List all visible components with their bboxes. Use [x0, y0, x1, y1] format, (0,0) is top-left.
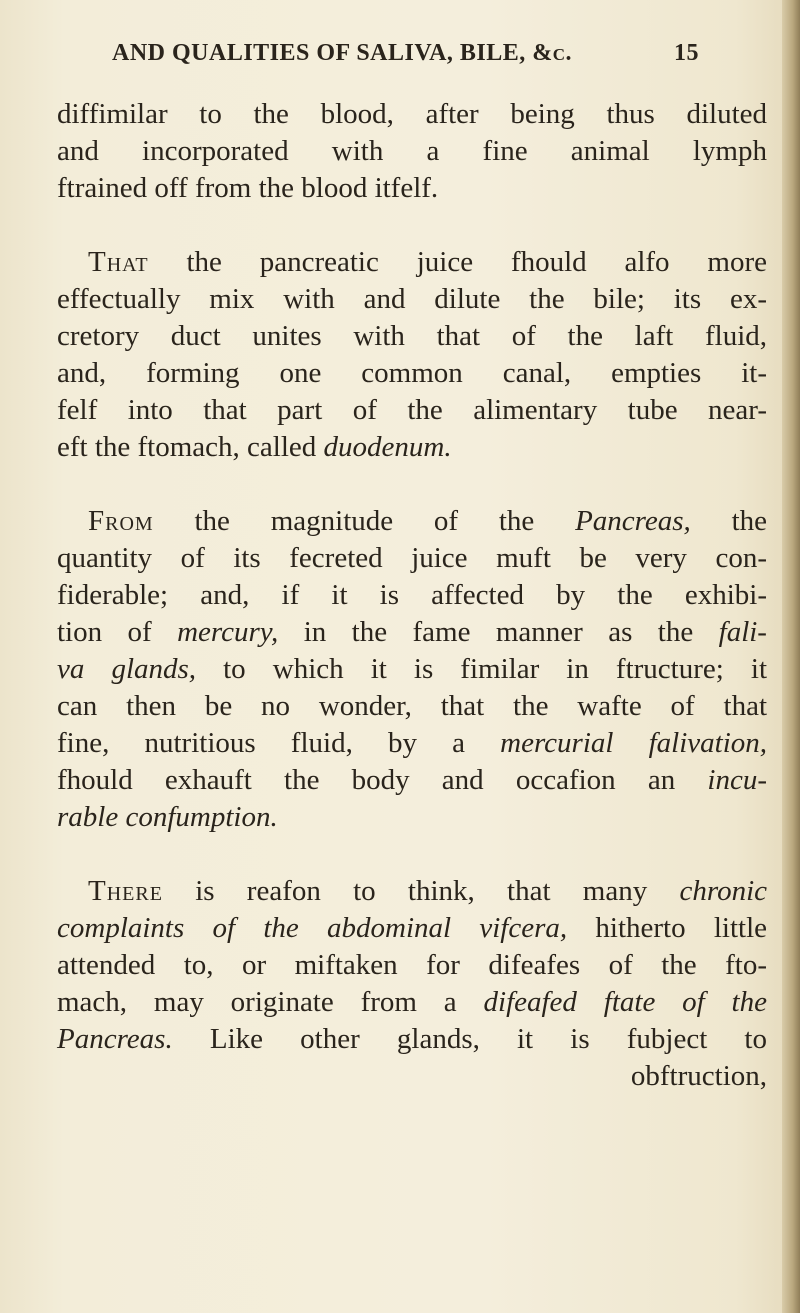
text-line — [57, 947, 767, 985]
line-text: to which it is fimilar in ftructure; it — [196, 653, 768, 685]
line-text: fhould exhauft the body and occafion an — [57, 764, 708, 796]
italic-term: rable confumption. — [57, 801, 278, 833]
italic-term: chronic — [679, 875, 767, 907]
line-text: cretory duct unites with that of the laft fluid, — [57, 320, 767, 352]
line-text: felf into that part of the alimentary tube near- — [57, 394, 767, 426]
page-number: 15 — [674, 40, 699, 66]
text-line — [57, 910, 767, 948]
line-text: attended to, or miftaken for difeafes of the fto- — [57, 949, 767, 981]
running-head-title: AND QUALITIES OF SALIVA, BILE, &c. — [112, 40, 573, 66]
line-text: hitherto little — [567, 912, 767, 944]
italic-term: fali- — [718, 616, 767, 648]
text-line — [57, 96, 767, 134]
text-line — [57, 762, 767, 800]
text-line — [57, 133, 767, 171]
text-line — [57, 281, 767, 319]
italic-term: Pancreas, — [575, 505, 691, 537]
italic-term: Pancreas. — [57, 1023, 173, 1055]
text-line — [57, 170, 767, 208]
italic-term: complaints of the abdominal vifcera, — [57, 912, 568, 944]
line-text: in the fame manner as the — [278, 616, 719, 648]
paragraph-lead-word: From — [88, 505, 154, 537]
catchword — [57, 1058, 767, 1096]
line-text: tion of — [57, 616, 178, 648]
paragraph-lead-word: There — [88, 875, 163, 907]
line-text: the magnitude of the — [153, 505, 576, 537]
line-text: eft the ftomach, called — [57, 431, 324, 463]
line-text: the pancreatic juice fhould alfo more — [148, 246, 767, 278]
text-line — [57, 614, 767, 652]
text-line — [57, 355, 767, 393]
italic-term: va glands, — [57, 653, 197, 685]
text-line — [57, 688, 767, 726]
running-head — [112, 40, 772, 80]
text-line — [57, 540, 767, 578]
line-text: effectually mix with and dilute the bile; its ex- — [57, 283, 767, 315]
text-line — [57, 318, 767, 356]
page-edge-shadow — [782, 0, 800, 1313]
italic-term: difeafed ftate of the — [483, 986, 767, 1018]
text-line — [88, 873, 767, 911]
text-line — [57, 392, 767, 430]
line-text: ftrained off from the blood itfelf. — [57, 172, 439, 204]
line-text: quantity of its fecreted juice muft be very con- — [57, 542, 767, 574]
italic-term: mercury, — [177, 616, 279, 648]
line-text: can then be no wonder, that the wafte of that — [57, 690, 767, 722]
italic-term: duodenum. — [323, 431, 452, 463]
text-line — [57, 577, 767, 615]
text-line — [88, 503, 767, 541]
text-line — [88, 244, 767, 282]
text-line — [57, 651, 767, 689]
line-text: and incorporated with a fine animal lymph — [57, 135, 767, 167]
italic-term: incu- — [707, 764, 767, 796]
line-text: and, forming one common canal, empties it- — [57, 357, 767, 389]
text-line — [57, 429, 767, 467]
line-text: mach, may originate from a — [57, 986, 484, 1018]
text-line — [57, 725, 767, 763]
italic-term: mercurial falivation, — [500, 727, 768, 759]
line-text: is reafon to think, that many — [162, 875, 680, 907]
text-line — [57, 799, 767, 837]
paragraph-lead-word: That — [88, 246, 149, 278]
text-line — [57, 1021, 767, 1059]
line-text: diffimilar to the blood, after being thus diluted — [57, 98, 767, 130]
line-text: Like other glands, it is fubject to — [172, 1023, 767, 1055]
catchword-text: obftruction, — [630, 1060, 767, 1092]
line-text: fine, nutritious fluid, by a — [57, 727, 501, 759]
text-line — [57, 984, 767, 1022]
line-text: fiderable; and, if it is affected by the exhibi- — [57, 579, 767, 611]
line-text: the — [690, 505, 767, 537]
